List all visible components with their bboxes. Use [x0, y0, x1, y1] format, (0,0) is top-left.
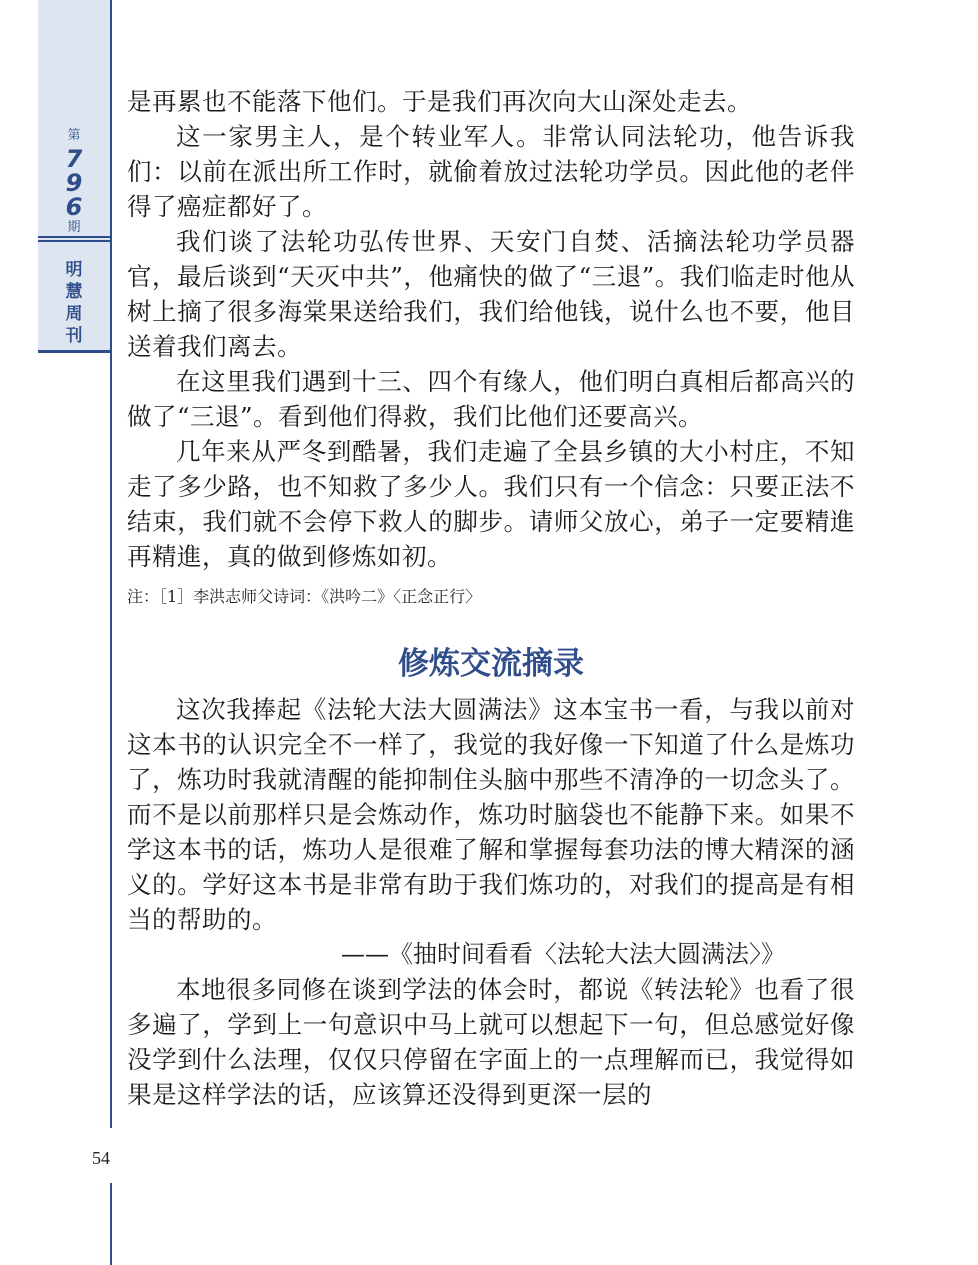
issue-prefix: 第 — [67, 128, 81, 143]
magazine-name-char: 刊 — [65, 326, 83, 346]
magazine-name-char: 明 — [65, 260, 83, 280]
sidebar-divider — [38, 236, 110, 242]
paragraph: 是再累也不能落下他们。于是我们再次向大山深处走去。 — [127, 87, 752, 116]
issue-digit: 6 — [65, 193, 83, 221]
page-number: 54 — [92, 1148, 110, 1168]
paragraph: 我们谈了法轮功弘传世界、天安门自焚、活摘法轮功学员器官，最后谈到“天灭中共”，他痛快的做了“三退”。我们临走时他从树上摘了很多海棠果送给我们，我们给他钱，说什么也不要，他目送着我们离去。 — [127, 227, 855, 361]
issue-digit: 9 — [65, 169, 83, 197]
paragraph: 几年来从严冬到酷暑，我们走遍了全县乡镇的大小村庄，不知走了多少路，也不知救了多少人。我们只有一个信念：只要正法不结束，我们就不会停下救人的脚步。请师父放心，弟子一定要精進再精進，真的做到修炼如初。 — [127, 437, 855, 571]
footnote: 注：［1］李洪志师父诗词：《洪吟二》〈正念正行〉 — [127, 587, 482, 606]
paragraph: 这一家男主人，是个转业军人。非常认同法轮功，他告诉我们：以前在派出所工作时，就偷着放过法轮功学员。因此他的老伴得了癌症都好了。 — [127, 122, 855, 221]
paragraph: 在这里我们遇到十三、四个有缘人，他们明白真相后都高兴的做了“三退”。看到他们得救，我们比他们还要高兴。 — [127, 367, 855, 431]
margin-rule-top — [110, 0, 112, 1128]
sidebar-bottom-rule — [38, 350, 110, 353]
magazine-name-char: 周 — [65, 304, 83, 324]
article-title: 修炼交流摘录 — [398, 646, 584, 682]
issue-suffix: 期 — [67, 220, 81, 235]
excerpt-source: ——《抽时间看看〈法轮大法大圆满法〉》 — [341, 940, 785, 968]
paragraph: 这次我捧起《法轮大法大圆满法》这本宝书一看，与我以前对这本书的认识完全不一样了，我觉的我好像一下知道了什么是炼功了，炼功时我就清醒的能抑制住头脑中那些不清净的一切念头了。而不是以前那样只是会炼动作，炼功时脑袋也不能静下来。如果不学这本书的话，炼功人是很难了解和掌握每套功法的博大精深的涵义的。学好这本书是非常有助于我们炼功的，对我们的提高是有相当的帮助的。 — [127, 695, 855, 934]
magazine-name-char: 慧 — [65, 282, 83, 302]
page-content — [127, 84, 855, 1112]
paragraph: 本地很多同修在谈到学法的体会时，都说《转法轮》也看了很多遍了，学到上一句意识中马上就可以想起下一句，但总感觉好像没学到什么法理，仅仅只停留在字面上的一点理解而已，我觉得如果是这样学法的话，应该算还没得到更深一层的 — [127, 975, 855, 1109]
issue-digit: 7 — [65, 145, 83, 173]
margin-rule-bottom — [110, 1183, 112, 1265]
